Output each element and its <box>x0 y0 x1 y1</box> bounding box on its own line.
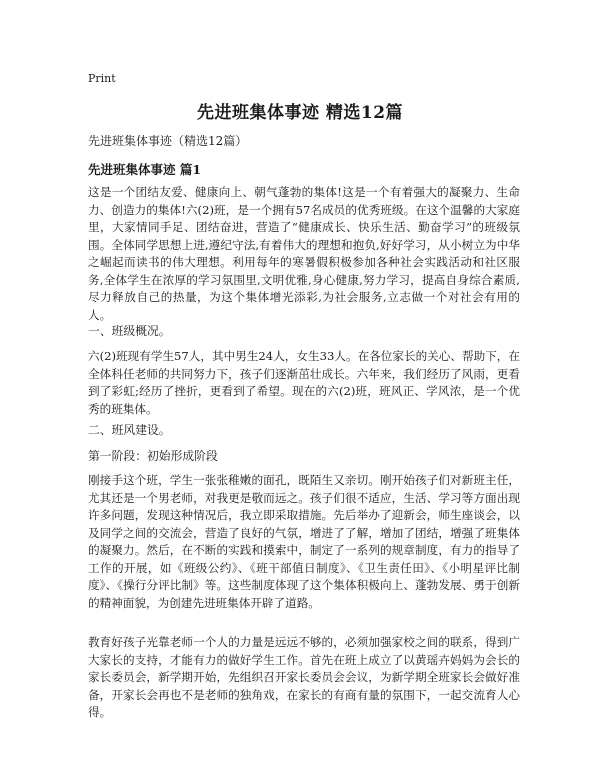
intro-paragraph: 这是一个团结友爱、健康向上、朝气蓬勃的集体!这是一个有着强大的凝聚力、生命力、创造力的集体!六(2)班，是一个拥有57名成员的优秀班级。在这个温馨的大家庭里，大家情同手足、团结奋进，营造了“健康成长、快乐生活、勤奋学习”的班级氛围。全体同学思想上进,遵纪守法,有着伟大的理想和抱负,好好学习，从小树立为中华之崛起而读书的伟大理想。利用每年的寒暑假积极参加各种社会实践活动和社区服务,全体学生在浓厚的学习氛围里,文明优雅,身心健康,努力学习，提高自身综合素质,尽力释放自己的热量，为这个集体增光添彩,为社会服务,立志做一个对社会有用的人。 <box>88 185 520 322</box>
heading-class-overview: 一、班级概况。 <box>88 324 171 338</box>
print-label[interactable]: Print <box>88 72 116 85</box>
section-heading: 先进班集体事迹 篇1 <box>88 162 202 177</box>
page-title: 先进班集体事迹 精选12篇 <box>196 103 404 123</box>
heading-stage-one: 第一阶段：初始形成阶段 <box>88 449 218 463</box>
stage-one-paragraph: 刚接手这个班，学生一张张稚嫩的面孔，既陌生又亲切。刚开始孩子们对新班主任，尤其还是一个男老师，对我更是敬而远之。孩子们很不适应，生活、学习等方面出现许多问题，发现这种情况后，我立即采取措施。先后举办了迎新会，师生座谈会，以及同学之间的交流会，营造了良好的气氛，增进了了解，增加了团结，增强了班集体的凝聚力。然后，在不断的实践和摸索中，制定了一系列的规章制度，有力的指导了工作的开展，如《班级公约》、《班干部值日制度》、《卫生责任田》、《小明星评比制度》、《操行分评比制》等。这些制度体现了这个集体积极向上、蓬勃发展、勇于创新的精神面貌，为创建先进班集体开辟了道路。 <box>88 473 520 610</box>
overview-paragraph: 六(2)班现有学生57人，其中男生24人，女生33人。在各位家长的关心、帮助下，在全体科任老师的共同努力下，孩子们逐渐茁壮成长。六年来，我们经历了风雨，更看到了彩虹;经历了挫折，更看到了希望。现在的六(2)班，班风正、学风浓，是一个优秀的班集体。 <box>88 349 520 416</box>
heading-class-style: 二、班风建设。 <box>88 423 171 437</box>
parents-paragraph: 教育好孩子光靠老师一个人的力量是远远不够的，必须加强家校之间的联系，得到广大家长的支持，才能有力的做好学生工作。首先在班上成立了以黄瑶卉妈妈为会长的家长委员会，新学期开始，先组织召开家长委员会会议，为新学期全班家长会做好准备，开家长会再也不是老师的独角戏，在家长的有商有量的氛围下，一起交流育人心得。 <box>88 635 520 719</box>
document-subtitle: 先进班集体事迹（精选12篇） <box>88 134 248 148</box>
